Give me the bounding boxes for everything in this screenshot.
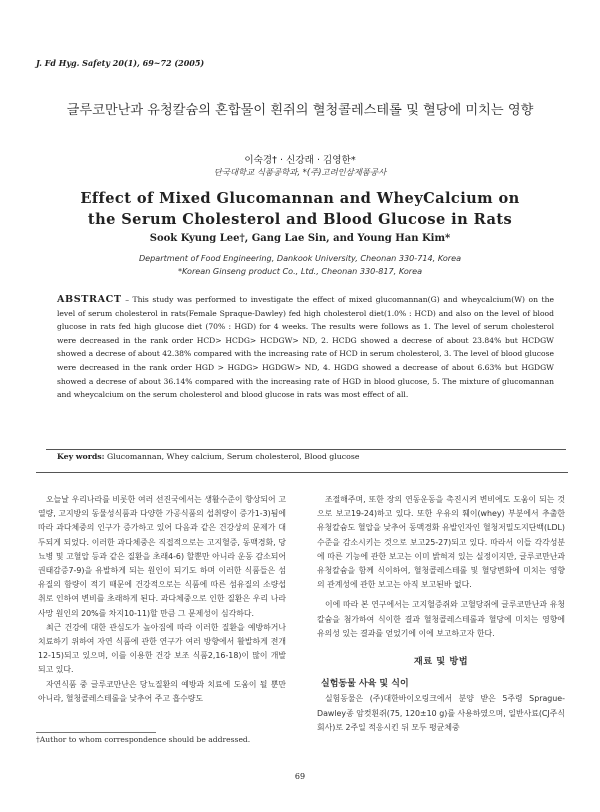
journal-citation: J. Fd Hyg. Safety 20(1), 69~72 (2005) <box>36 58 205 68</box>
english-authors: Sook Kyung Lee†, Gang Lae Sin, and Young Han Kim* <box>149 233 451 244</box>
abstract-text: – This study was performed to investigate the effect of mixed glucomannan(G) and wheycalcium(W) on the level of serum cholesterol in rats(Female Spraque-Dawley) fed high cholesterol diet(1.0% : HCD) and also on the level of blood glucose in rats fed high glucose diet (70% : HGD) for 4 weeks. The results were follows as 1. The level of serum cholesterol were decreased in the rank order HCD> HCDG> HCDGW> ND, 2. HCDG showed a decrese of about 23.84% but HCDGW showed a decrese of about 42.38% compared with the increasing rate of HCD in serum cholesterol, 3. The level of blood glucose were decreased in the rank order HGD > HGDG> HGDGW> ND, 4. HGDG showed a decrease of about 6.63% but HGDGW showed a decrese of about 36.14% compared with the increasing rate of HGD in blood glucose, 5. The mixture of glucomannan and wheycalcium on the serum cholesterol and blood glucose in rats was most effect of all. <box>57 295 554 400</box>
page-number: 69 <box>294 772 306 781</box>
intro-paragraph-3: 자연식품 중 글루코만난은 당뇨질환의 예방과 치료에 도움이 될 뿐만 아니라, 혈청콜레스테롤을 낮추어 주고 흡수량도 <box>38 679 286 703</box>
subsection-heading-animals: 실험동물 사육 및 식이 <box>321 679 409 690</box>
abstract <box>57 293 554 402</box>
footnote-rule <box>36 732 156 733</box>
keywords <box>57 452 359 461</box>
body-left-column <box>38 493 286 706</box>
keywords-bottom-rule <box>36 472 568 473</box>
intro-paragraph-2: 최근 건강에 대한 관심도가 높아짐에 따라 이러한 질환을 예방하거나 치료하기 위하여 자연 식품에 관한 연구가 여러 방향에서 활발하게 전개12-15)되고 있으며, 이를 이용한 건강 보조 식품2,16-18)이 많이 개발되고 있다. <box>38 622 286 675</box>
keywords-text: Glucomannan, Whey calcium, Serum cholesterol, Blood glucose <box>104 452 360 461</box>
korean-affiliation: 단국대학교 식품공학과, *(주)고려인삼제품공사 <box>213 167 387 177</box>
korean-authors: 이숙경† · 신강래 · 김영한* <box>244 155 356 166</box>
korean-title: 글루코만난과 유청칼슘의 혼합물이 흰쥐의 혈청콜레스테롤 및 혈당에 미치는 영향 <box>66 103 534 118</box>
affiliation-line-1: Department of Food Engineering, Dankook University, Cheonan 330-714, Korea <box>138 253 462 263</box>
keywords-label: Key words: <box>57 452 105 461</box>
keywords-top-rule <box>46 449 566 450</box>
section-heading-methods: 재료 및 방법 <box>413 656 469 668</box>
abstract-label: ABSTRACT <box>57 294 122 305</box>
intro-paragraph-4: 조절해주며, 또한 장의 연동운동을 촉진시켜 변비에도 도움이 되는 것으로 보고19-24)하고 있다. 또한 우유의 훼이(whey) 부분에서 추출한 유청칼슘도 혈압을 낮추어 동맥경화 유발인자인 혈청저밀도지단백(LDL) 수준을 감소시키는 것으로 보고25-27)되고 있다. 따라서 이들 각각성분에 따른 기능에 관한 보고는 이미 밝혀져 있는 실정이지만, 글루코만난과 유청칼슘을 함께 식이하여, 혈청콜레스테롤 및 혈당변화에 미치는 영향의 관계성에 관한 보고는 아직 보고된바 없다. <box>317 495 565 590</box>
footnote: †Author to whom correspondence should be addressed. <box>36 735 251 744</box>
body-right-column <box>317 493 565 735</box>
methods-paragraph-1: 실험동물은 (주)대한바이오링크에서 분양 받은 5주령 Sprague-Dawley종 암컷흰쥐(75, 120±10 g)를 사용하였으며, 일반사료(CJ주식회사)로 2주일 적응시킨 뒤 모두 평균체중 <box>317 694 565 732</box>
english-affiliation <box>0 252 600 278</box>
intro-paragraph-1: 오늘날 우리나라를 비롯한 여러 선진국에서는 생활수준이 향상되어 고열량, 고지방의 동물성식품과 다양한 가공식품의 섭취량이 증가1-3)됨에 따라 과다체중의 인구가 증가하고 있어 다음과 같은 건강상의 문제가 대두되게 되었다. 이러한 과다체중은 직접적으로는 고지혈증, 동맥경화, 당뇨병 및 고혈압 등과 같은 질환을 초래4-6) 할뿐만 아니라 운동 감소되어 권태감증7-9)을 유발하게 되는 원인이 되기도 하며 이러한 식품들은 섬유질의 함량이 적기 때문에 건강적으로는 식품에 따른 섬유질의 소량섭취로 인하여 변비를 초래하게 된다. 과다체중으로 인한 질환은 우리 나라 사망 원인의 20%를 차지10-11)할 만큼 그 문제성이 심각하다. <box>38 495 286 618</box>
intro-paragraph-5: 이에 따라 본 연구에서는 고지혈증쥐와 고혈당쥐에 글루코만난과 유청칼슘을 첨가하여 식이한 결과 혈청콜레스테롤과 혈당에 미치는 영향에 유의성 있는 결과를 얻었기에 이에 보고하고자 한다. <box>317 600 565 638</box>
affiliation-line-2: *Korean Ginseng product Co., Ltd., Cheonan 330-817, Korea <box>177 266 423 276</box>
english-title: Effect of Mixed Glucomannan and WheyCalcium on the Serum Cholesterol and Blood Glucose in Rats <box>80 190 520 228</box>
